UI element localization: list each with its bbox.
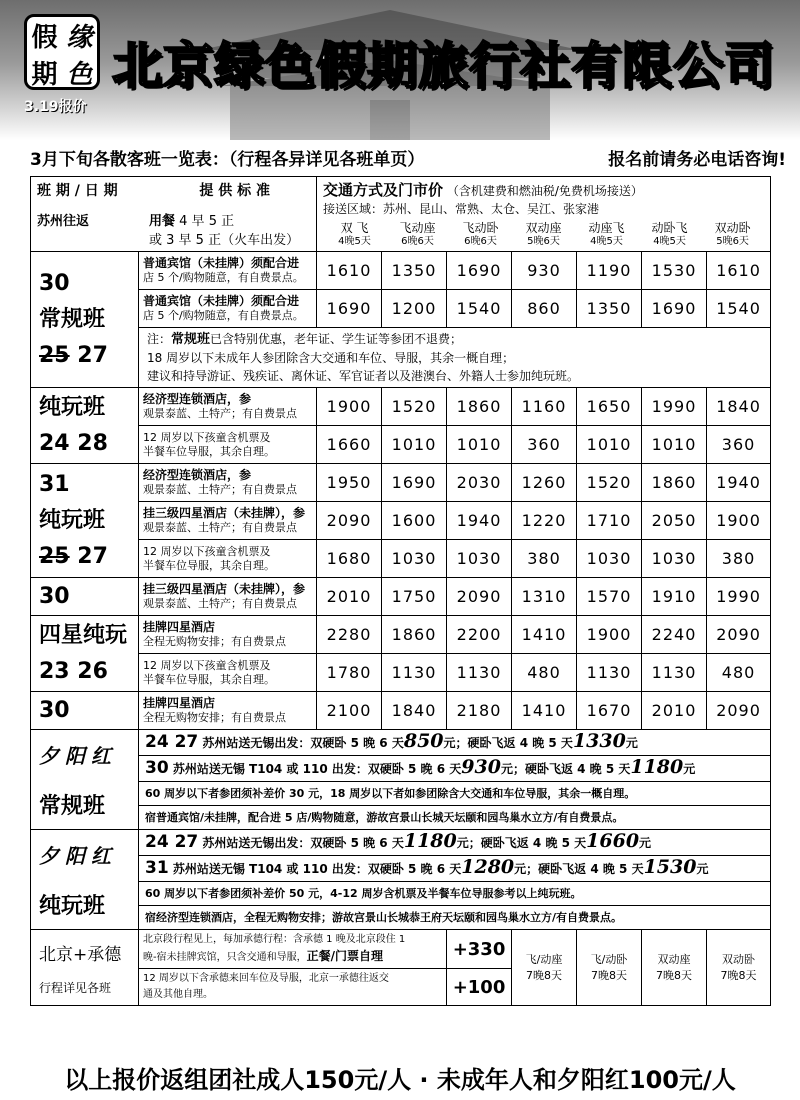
price-cell: 1410	[512, 692, 577, 730]
traffic-note: （含机建费和燃油税/免费机场接送）	[446, 184, 643, 198]
price-cell: 1710	[577, 502, 642, 540]
beijing-chengde-add-1: +330	[447, 930, 512, 969]
table-row	[31, 730, 771, 830]
price-cell: 1010	[382, 426, 447, 464]
sunset-pure-cell: 夕阳红 纯玩班	[31, 830, 139, 930]
price-cell: 930	[512, 252, 577, 290]
pure-class-2-cell: 31 纯玩班 25 27	[31, 464, 139, 578]
four-star-30-cell: 30	[31, 692, 139, 730]
hotel-cell: 挂牌四星酒店 全程无购物安排；有自费景点	[139, 616, 317, 654]
hotel-cell: 挂牌四星酒店 全程无购物安排；有自费景点	[139, 692, 317, 730]
hotel-cell: 12 周岁以下孩童含机票及 半餐车位导服，其余自理。	[139, 426, 317, 464]
price-cell: 1010	[577, 426, 642, 464]
beijing-chengde-add-2: +100	[447, 969, 512, 1006]
logo-char: 期	[31, 60, 58, 90]
price-cell: 380	[512, 540, 577, 578]
price-cell: 1130	[447, 654, 512, 692]
price-cell: 1010	[642, 426, 707, 464]
logo-char: 假	[31, 23, 58, 53]
price-cell: 1610	[317, 252, 382, 290]
traffic-title: 交通方式及门市价	[323, 181, 444, 199]
price-cell: 1540	[707, 290, 771, 328]
price-head: 双动卧 5晚6天	[714, 221, 751, 247]
price-cell: 1900	[577, 616, 642, 654]
price-cell: 1860	[447, 388, 512, 426]
price-cell: 1540	[447, 290, 512, 328]
price-cell: 1780	[317, 654, 382, 692]
hotel-cell: 普通宾馆（未挂牌）须配合进 店 5 个/购物随意，有自费景点。	[139, 290, 317, 328]
price-head: 动座飞 4晚5天	[588, 221, 625, 247]
price-cell: 1940	[447, 502, 512, 540]
price-cell: 1310	[512, 578, 577, 616]
col-standard-label: 提 供 标 准	[199, 183, 271, 199]
beijing-chengde-cell: 北京+承德 行程详见各班	[31, 930, 139, 1006]
price-cell: 1840	[707, 388, 771, 426]
price-cell: 2050	[642, 502, 707, 540]
price-cell: 2090	[707, 692, 771, 730]
price-cell: 1520	[382, 388, 447, 426]
table-row	[31, 290, 771, 328]
price-table	[30, 176, 771, 1006]
header-left-cell	[31, 177, 317, 252]
table-row	[31, 388, 771, 426]
price-cell: 1940	[707, 464, 771, 502]
table-row	[31, 930, 771, 969]
price-cell: 1030	[382, 540, 447, 578]
table-row	[31, 692, 771, 730]
beijing-chengde-child: 12 周岁以下含承德来回车位及导服，北京一承德往返交 通及其他自理。	[139, 969, 447, 1006]
price-cell: 1130	[577, 654, 642, 692]
price-cell: 1990	[642, 388, 707, 426]
price-cell: 1750	[382, 578, 447, 616]
price-cell: 480	[707, 654, 771, 692]
table-row	[31, 616, 771, 654]
price-cell: 1220	[512, 502, 577, 540]
price-cell: 1690	[317, 290, 382, 328]
sunset-regular-cell: 夕阳红 常规班	[31, 730, 139, 830]
price-cell: 1900	[707, 502, 771, 540]
four-star-cell: 四星纯玩 23 26	[31, 616, 139, 692]
sunset-regular-details: 24 27 苏州站送无锡出发：双硬卧 5 晚 6 天850元；硬卧飞返 4 晚 5 天1330元 30 苏州站送无锡 T104 或 110 出发：双硬卧 5 晚 6 天930元；硬卧飞返 4 晚 5 天1180元 60 周岁以下者参团须补差价 30 元，18 周岁以下者如参团除含大交通和车位导服，其余一概自理。 宿普通宾馆/未挂牌，配合进 5 店/购物随意，游故宫景山长城天坛颐和园鸟巢水立方/有自费景点。	[139, 730, 771, 830]
price-column-heads	[323, 221, 764, 249]
beijing-chengde-desc: 北京段行程见上，每加承德行程：含承德 1 晚及北京段住 1 晚-宿未挂牌宾馆，只含交通和导服，正餐/门票自理	[139, 930, 447, 969]
price-cell: 360	[707, 426, 771, 464]
price-head: 飞动座 6晚6天	[399, 221, 436, 247]
price-cell: 1660	[317, 426, 382, 464]
price-cell: 2090	[317, 502, 382, 540]
page-subtitle: 3月下旬各散客班一览表：（行程各异详见各班单页）	[30, 150, 425, 170]
price-cell: 1690	[382, 464, 447, 502]
price-cell: 2100	[317, 692, 382, 730]
price-cell: 1200	[382, 290, 447, 328]
table-row	[31, 464, 771, 502]
header-traffic-cell	[317, 177, 771, 252]
sunset-pure-details: 24 27 苏州站送无锡出发：双硬卧 5 晚 6 天1180元；硬卧飞返 4 晚 5 天1660元 31 苏州站送无锡 T104 或 110 出发：双硬卧 5 晚 6 天1280元；硬卧飞返 4 晚 5 天1530元 60 周岁以下者参团须补差价 50 元，4-12 周岁含机票及半餐车位导服参考以上纯玩班。 宿经济型连锁酒店，全程无购物安排；游故宫景山长城恭王府天坛颐和园鸟巢水立方/有自费景点。	[139, 830, 771, 930]
bj-price-head: 双动卧 7晚8天	[707, 930, 771, 1006]
hotel-cell: 经济型连锁酒店，参 观景泰蓝、土特产；有自费景点	[139, 464, 317, 502]
pure-class-1-cell: 纯玩班 24 28	[31, 388, 139, 464]
price-cell: 1610	[707, 252, 771, 290]
price-cell: 360	[512, 426, 577, 464]
table-row	[31, 654, 771, 692]
price-cell: 1030	[447, 540, 512, 578]
price-cell: 1130	[382, 654, 447, 692]
meal-option-2: 或 3 早 5 正（火车出发）	[149, 233, 300, 248]
price-cell: 1530	[642, 252, 707, 290]
price-cell: 1130	[642, 654, 707, 692]
price-cell: 2010	[317, 578, 382, 616]
price-cell: 1690	[447, 252, 512, 290]
price-cell: 1030	[642, 540, 707, 578]
price-cell: 860	[512, 290, 577, 328]
hotel-cell: 普通宾馆（未挂牌）须配合进 店 5 个/购物随意，有自费景点。	[139, 252, 317, 290]
table-row	[31, 502, 771, 540]
price-cell: 1010	[447, 426, 512, 464]
price-cell: 1600	[382, 502, 447, 540]
pickup-area: 接送区域：苏州、昆山、常熟、太仓、吴江、张家港	[323, 202, 600, 216]
price-cell: 1410	[512, 616, 577, 654]
table-row	[31, 830, 771, 930]
hotel-cell: 经济型连锁酒店，参 观景泰蓝、土特产；有自费景点	[139, 388, 317, 426]
table-row	[31, 328, 771, 388]
date-tag: 3.19报价	[24, 99, 87, 115]
price-cell: 1260	[512, 464, 577, 502]
call-notice: 报名前请务必电话咨询!	[608, 150, 786, 170]
price-cell: 2240	[642, 616, 707, 654]
price-head: 双 飞 4晚5天	[338, 221, 371, 247]
price-cell: 480	[512, 654, 577, 692]
price-cell: 1860	[382, 616, 447, 654]
logo-char: 缘	[66, 23, 93, 53]
price-cell: 2090	[447, 578, 512, 616]
hotel-cell: 挂三级四星酒店（未挂牌），参 观景泰蓝、土特产；有自费景点	[139, 502, 317, 540]
company-logo	[24, 14, 100, 90]
price-cell: 2090	[707, 616, 771, 654]
price-cell: 1680	[317, 540, 382, 578]
price-cell: 1860	[642, 464, 707, 502]
price-cell: 2010	[642, 692, 707, 730]
price-cell: 2280	[317, 616, 382, 654]
price-cell: 1160	[512, 388, 577, 426]
price-cell: 1650	[577, 388, 642, 426]
hotel-cell: 12 周岁以下孩童含机票及 半餐车位导服，其余自理。	[139, 654, 317, 692]
company-name: 北京绿色假期旅行社有限公司	[112, 37, 775, 95]
hotel-cell: 12 周岁以下孩童含机票及 半餐车位导服，其余自理。	[139, 540, 317, 578]
price-cell: 1900	[317, 388, 382, 426]
price-cell: 1670	[577, 692, 642, 730]
table-row	[31, 426, 771, 464]
table-row	[31, 252, 771, 290]
origin-label: 苏州往返	[37, 214, 90, 229]
price-cell: 1350	[382, 252, 447, 290]
bj-price-head: 飞/动卧 7晚8天	[577, 930, 642, 1006]
logo-char: 色	[66, 60, 93, 90]
pure-class-3-cell: 30	[31, 578, 139, 616]
price-cell: 1350	[577, 290, 642, 328]
regular-class-note: 注：常规班已含特别优惠，老年证、学生证等参团不退费； 18 周岁以下未成年人参团除含大交通和车位、导服，其余一概自理； 建议和持导游证、残疾证、离休证、军官证者以及港澳台、外籍人士参加纯玩班。	[139, 328, 771, 388]
price-cell: 1840	[382, 692, 447, 730]
price-cell: 1030	[577, 540, 642, 578]
price-head: 动卧飞 4晚5天	[651, 221, 688, 247]
price-cell: 1190	[577, 252, 642, 290]
price-cell: 2180	[447, 692, 512, 730]
price-cell: 1950	[317, 464, 382, 502]
price-cell: 2030	[447, 464, 512, 502]
price-cell: 1990	[707, 578, 771, 616]
price-cell: 380	[707, 540, 771, 578]
price-cell: 1690	[642, 290, 707, 328]
bj-price-head: 飞/动座 7晚8天	[512, 930, 577, 1006]
price-cell: 1520	[577, 464, 642, 502]
hotel-cell: 挂三级四星酒店（未挂牌），参 观景泰蓝、土特产；有自费景点	[139, 578, 317, 616]
price-head: 双动座 5晚6天	[525, 221, 562, 247]
price-cell: 1570	[577, 578, 642, 616]
table-header-row	[31, 177, 771, 252]
header-banner	[0, 0, 800, 140]
regular-class-cell: 30 常规班 25 27	[31, 252, 139, 388]
col-dates-label: 班 期 / 日 期	[37, 183, 118, 199]
price-head: 飞动卧 6晚6天	[462, 221, 499, 247]
bj-price-head: 双动座 7晚8天	[642, 930, 707, 1006]
table-row	[31, 540, 771, 578]
price-cell: 2200	[447, 616, 512, 654]
table-row	[31, 578, 771, 616]
rebate-footer: 以上报价返组团社成人150元/人 · 未成年人和夕阳红100元/人	[64, 1066, 736, 1094]
meal-label: 用餐	[149, 214, 176, 229]
meal-option-1: 4 早 5 正	[179, 214, 235, 229]
price-cell: 1910	[642, 578, 707, 616]
